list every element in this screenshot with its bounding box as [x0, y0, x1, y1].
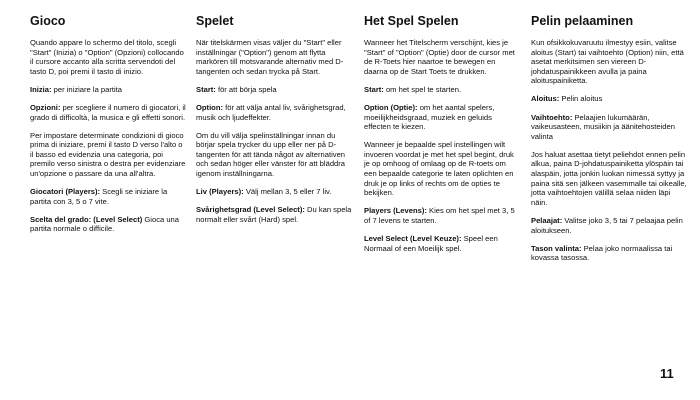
paragraph [531, 38, 687, 86]
paragraph [531, 216, 687, 235]
term-label: Tason valinta: [531, 243, 582, 253]
section-title: Gioco [30, 14, 66, 28]
paragraph-text: När titelskärmen visas väljer du "Start" eller inställningar ("Option") genom att flytta markören till motsvarande alternativ med D-tangenten och sedan trycka på Start. [196, 38, 344, 76]
paragraph [30, 187, 186, 206]
term-label: Option: [196, 102, 223, 112]
term-text: Kies om het spel met 3, 5 of 7 levens te starten. [364, 206, 515, 225]
paragraph [531, 113, 687, 142]
paragraph [364, 38, 520, 76]
term-label: Aloitus: [531, 94, 560, 104]
term-label: Option (Optie): [364, 102, 418, 112]
page-number: 11 [660, 366, 674, 381]
column-italian [30, 14, 186, 243]
paragraph [531, 94, 687, 104]
paragraph [364, 206, 520, 225]
paragraph-text: Wanneer je bepaalde spel instellingen wilt invoeren voordat je met het spel begint, druk je op omhoog of omlaag op de R-toets om een bepaalde categorie te laten oplichten en druk je op links of rechts om de opties te bekijken. [364, 140, 514, 198]
paragraph-text: Jos haluat asettaa tietyt peliehdot ennen pelin alkua, paina D-johdatuspainiketta ylöspäin tai alaspäin, jotta jonkin luokan nimessä syttyy ja paina sitä sen jälkeen vasemmalle tai oikealle, jotta vaihtoehtojen välillä selaa niiden läpi näin. [531, 149, 687, 207]
paragraph [531, 244, 687, 263]
section-title: Spelet [196, 14, 234, 28]
term-text: Du kan spela normalt eller svårt (Hard) spel. [196, 205, 352, 224]
term-text: per iniziare la partita [51, 84, 123, 94]
paragraph [196, 103, 352, 122]
section-title: Pelin pelaaminen [531, 14, 634, 28]
term-text: om het aantal spelers, moeilijkheidsgraad, muziek en geluids effecten te kiezen. [364, 102, 495, 132]
paragraph-text: Wanneer het Titelscherm verschijnt, kies je "Start" of "Option" (Optie) door de cursor met de R-Toets hier naartoe te bewegen en daarna op de Start Toets te drukken. [364, 38, 515, 76]
paragraph [364, 140, 520, 198]
column-finnish [531, 14, 687, 271]
term-text: Gioca una partita normale o difficile. [30, 214, 179, 234]
term-text: Välj mellan 3, 5 eller 7 liv. [243, 187, 332, 197]
paragraph [364, 85, 520, 95]
paragraph [196, 187, 352, 197]
paragraph [196, 131, 352, 179]
term-text: per scegliere il numero di giocatori, il grado di difficoltà, la musica e gli effetti sonori. [30, 102, 186, 122]
term-label: Vaihtoehto: [531, 112, 573, 122]
term-label: Start: [196, 84, 216, 94]
term-text: Speel een Normaal of een Moeilijk spel. [364, 234, 498, 253]
term-label: Inizia: [30, 84, 52, 94]
section-title: Het Spel Spelen [364, 14, 459, 28]
term-label: Scelta del grado: (Level Select) [30, 214, 143, 224]
term-label: Svårighetsgrad (Level Select): [196, 205, 305, 215]
term-label: Level Select (Level Keuze): [364, 234, 462, 243]
paragraph [196, 38, 352, 76]
term-text: Pelaajien lukumäärän, vaikeusasteen, musiikin ja äänitehosteiden valinta [531, 112, 675, 141]
term-text: Pelin aloitus [559, 94, 603, 104]
term-label: Liv (Players): [196, 187, 244, 197]
column-dutch [364, 14, 520, 262]
paragraph [364, 103, 520, 132]
paragraph [30, 85, 186, 95]
term-label: Giocatori (Players): [30, 187, 101, 197]
term-label: Players (Levens): [364, 206, 427, 216]
paragraph [364, 234, 520, 253]
paragraph [30, 103, 186, 122]
paragraph [196, 85, 352, 95]
term-text: Pelaa joko normaalissa tai kovassa tasossa. [531, 243, 673, 263]
paragraph [196, 205, 352, 224]
term-label: Start: [364, 84, 384, 94]
term-text: Valitse joko 3, 5 tai 7 pelaajaa pelin aloitukseen. [531, 215, 683, 235]
paragraph-text: Om du vill välja spelinställningar innan du börjar spela trycker du upp eller ner på D-tangenten för att tända något av alternativen och sedan höger eller vänster för att bläddra igenom inställningarna. [196, 130, 346, 179]
column-swedish [196, 14, 352, 233]
term-label: Pelaajat: [531, 215, 563, 225]
term-text: om het spel te starten. [383, 84, 462, 94]
paragraph-text: Quando appare lo schermo del titolo, scegli "Start" (Inizia) o "Option" (Opzioni) collocando il cursore accanto alla scritta servendoti del tasto D, poi premi il tasto di inizio. [30, 38, 184, 76]
paragraph [30, 131, 186, 179]
paragraph [30, 215, 186, 234]
paragraph-text: Kun ofsikkokuvaruutu ilmestyy esiin, valitse aloitus (Start) tai vaihtoehto (Option) niin, että asetat merkitsimen sen viereen D-johdatuspainikkeen avulla ja paina aloituspainiketta. [531, 38, 684, 86]
paragraph [531, 150, 687, 208]
term-label: Opzioni: [30, 102, 61, 112]
term-text: Scegli se iniziare la partita con 3, 5 o 7 vite. [30, 187, 168, 206]
term-text: för att börja spela [215, 84, 277, 94]
term-text: för att välja antal liv, svårighetsgrad, musik och ljudeffekter. [196, 102, 346, 122]
paragraph-text: Per impostare determinate condizioni di gioco prima di iniziare, premi il tasto D verso l'alto o il basso ed evidenzia una categoria, poi premilo verso sinistra o destra per evidenziare un'opzione o passare da una all'altra. [30, 130, 186, 179]
paragraph [30, 38, 186, 76]
